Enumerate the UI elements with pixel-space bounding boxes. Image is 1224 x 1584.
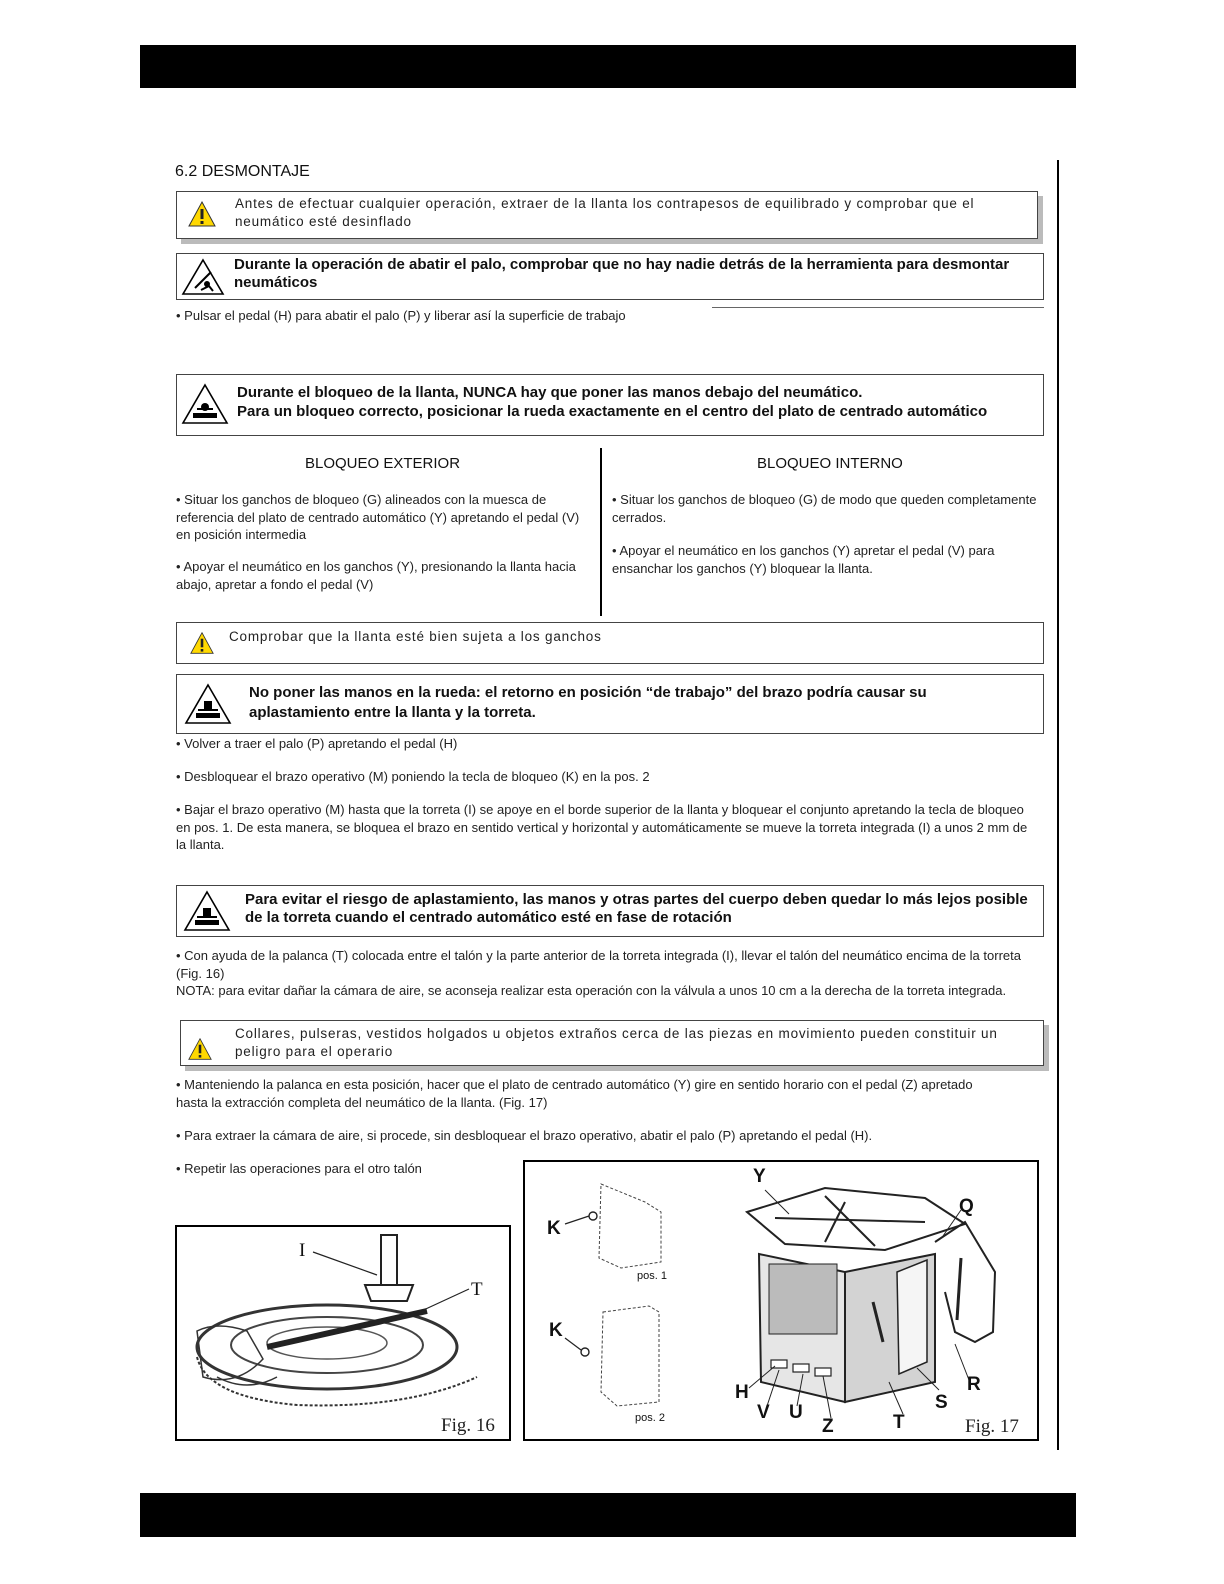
column-title-interno: BLOQUEO INTERNO	[757, 455, 903, 472]
hazard-hands-icon	[181, 383, 229, 425]
label-y: Y	[753, 1166, 766, 1187]
footer-bar	[140, 1493, 1076, 1537]
label-z: Z	[822, 1416, 834, 1437]
step-lower-arm: • Bajar el brazo operativo (M) hasta que la torreta (I) se apoye en el borde superior de la llanta y bloquear el conjunto apretando la tecla de bloqueo en pos. 1. De esta manera, se bloquea el brazo en sentido vertical y horizontal y automáticamente se mueve la torreta integrada (I) a unos 2 mm de la llanta.	[176, 802, 1028, 852]
label-k-pos2: K	[549, 1320, 563, 1341]
figure-16-illustration	[177, 1227, 509, 1439]
label-v: V	[757, 1402, 770, 1423]
figure-17-caption: Fig. 17	[965, 1416, 1019, 1437]
interno-step-2: • Apoyar el neumático en los ganchos (Y) apretar el pedal (V) para ensanchar los ganchos (Y) bloquear la llanta.	[612, 543, 995, 576]
column-divider	[600, 448, 602, 616]
label-h: H	[735, 1382, 749, 1403]
hazard-crush-icon	[183, 683, 233, 725]
warning-box-crush-risk	[176, 885, 1044, 937]
margin-rule	[1057, 160, 1059, 1450]
figure-17	[523, 1160, 1039, 1441]
warning-text-line1: Durante el bloqueo de la llanta, NUNCA hay que poner las manos debajo del neumático.	[237, 384, 863, 401]
warning-box-loose-clothing	[180, 1020, 1044, 1066]
warning-box-hands-under-tyre	[176, 374, 1044, 436]
label-k-pos1: K	[547, 1218, 561, 1239]
header-bar	[140, 45, 1076, 88]
label-r: R	[967, 1374, 981, 1395]
label-t: T	[471, 1279, 483, 1300]
hazard-crush-icon	[183, 890, 231, 932]
warning-text: Collares, pulseras, vestidos holgados u objetos extraños cerca de las piezas en movimiento pueden constituir un peligro para el operario	[235, 1026, 998, 1059]
warning-box-hands-wheel	[176, 674, 1044, 734]
rule-segment	[712, 307, 1044, 308]
warning-text: Comprobar que la llanta esté bien sujeta a los ganchos	[229, 629, 602, 644]
label-i: I	[299, 1240, 306, 1261]
step-inner-tube: • Para extraer la cámara de aire, si procede, sin desbloquear el brazo operativo, abatir el palo (P) apretando el pedal (H).	[176, 1128, 873, 1143]
caution-icon	[189, 631, 215, 655]
pos-2-label: pos. 2	[635, 1412, 665, 1424]
warning-box-balance-weights	[176, 191, 1038, 239]
hazard-person-icon	[181, 258, 225, 296]
label-t: T	[893, 1412, 905, 1433]
warning-text: Durante la operación de abatir el palo, comprobar que no hay nadie detrás de la herramienta para desmontar neumáticos	[234, 256, 1010, 291]
warning-box-behind-tool	[176, 253, 1044, 300]
step-repeat: • Repetir las operaciones para el otro talón	[176, 1161, 422, 1176]
step-lever-t: • Con ayuda de la palanca (T) colocada entre el talón y la parte anterior de la torreta integrada (I), llevar el talón del neumático encima de la torreta (Fig. 16)	[176, 948, 1021, 981]
step-return-pole: • Volver a traer el palo (P) apretando el pedal (H)	[176, 736, 458, 751]
label-s: S	[935, 1392, 948, 1413]
step-note: NOTA: para evitar dañar la cámara de aire, se aconseja realizar esta operación con la válvula a unos 10 cm a la derecha de la torreta integrada.	[176, 983, 1007, 998]
column-title-exterior: BLOQUEO EXTERIOR	[305, 455, 461, 472]
section-title: 6.2 DESMONTAJE	[175, 163, 310, 180]
caution-icon	[187, 200, 217, 228]
warning-text: No poner las manos en la rueda: el retorno en posición “de trabajo” del brazo podría causar su aplastamiento entre la llanta y la torreta.	[249, 684, 927, 721]
exterior-step-2: • Apoyar el neumático en los ganchos (Y), presionando la llanta hacia abajo, apretar a fondo el pedal (V)	[176, 559, 576, 592]
warning-text: Antes de efectuar cualquier operación, extraer de la llanta los contrapesos de equilibrado y comprobar que el neumático esté desinflado	[235, 196, 975, 229]
warning-text: Para evitar el riesgo de aplastamiento, las manos y otras partes del cuerpo deben quedar lo más lejos posible de la torreta cuando el centrado automático esté en fase de rotación	[245, 891, 1028, 926]
label-q: Q	[959, 1196, 974, 1217]
figure-16	[175, 1225, 511, 1441]
interno-step-1: • Situar los ganchos de bloqueo (G) de modo que queden completamente cerrados.	[612, 492, 1037, 525]
warning-box-rim-secure	[176, 622, 1044, 664]
step-unlock-arm: • Desbloquear el brazo operativo (M) poniendo la tecla de bloqueo (K) en la pos. 2	[176, 769, 650, 784]
caution-icon	[187, 1037, 213, 1061]
step-pedal-h: • Pulsar el pedal (H) para abatir el palo (P) y liberar así la superficie de trabajo	[176, 308, 626, 323]
exterior-step-1: • Situar los ganchos de bloqueo (G) alineados con la muesca de referencia del plato de centrado automático (Y) apretando el pedal (V) en posición intermedia	[176, 492, 580, 542]
step-rotate: • Manteniendo la palanca en esta posición, hacer que el plato de centrado automático (Y) gire en sentido horario con el pedal (Z) apretado hasta la extracción completa del neumático de la llanta. (Fig. 17)	[176, 1077, 973, 1110]
warning-text-line2: Para un bloqueo correcto, posicionar la rueda exactamente en el centro del plato de centrado automático	[237, 403, 988, 420]
figure-16-caption: Fig. 16	[441, 1415, 495, 1436]
label-u: U	[789, 1402, 803, 1423]
pos-1-label: pos. 1	[637, 1270, 667, 1282]
